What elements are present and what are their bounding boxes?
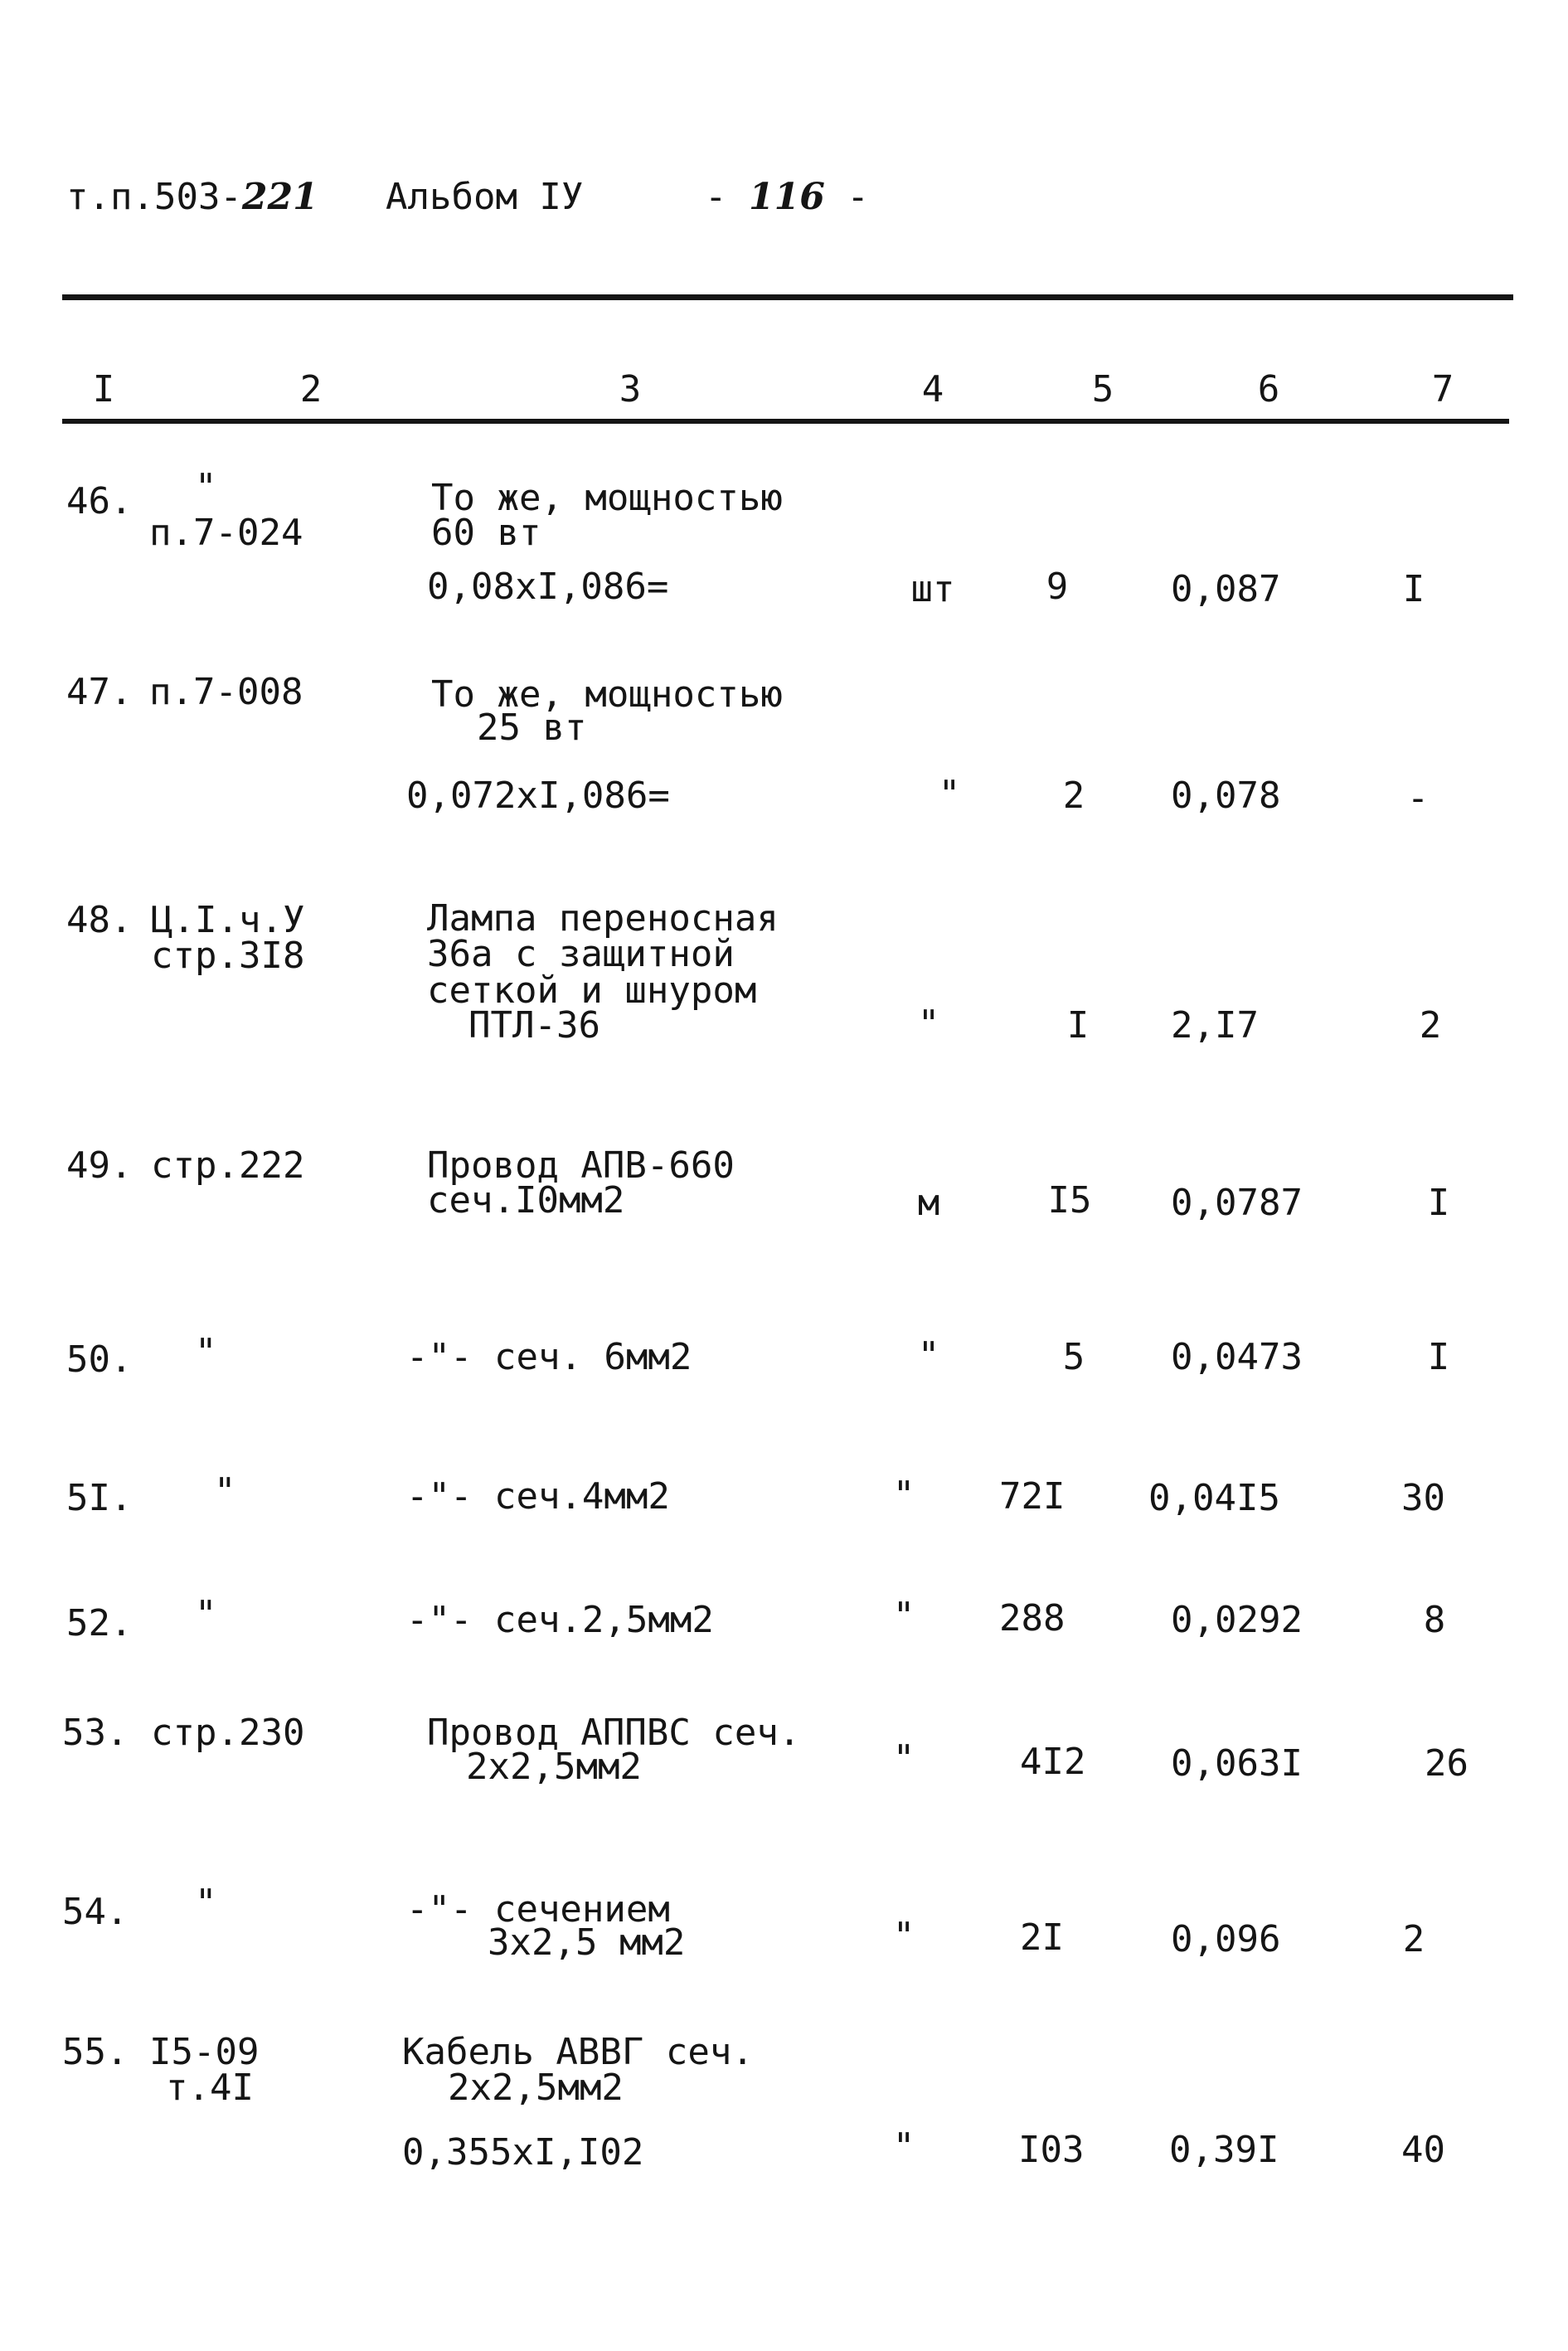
row-52-num: 52. [66,1602,133,1644]
row-47-desc-2: 25 вт [477,707,587,749]
row-49-value: 0,0787 [1171,1182,1303,1224]
row-49-desc-2: сеч.I0мм2 [427,1179,625,1222]
col-header-5: 5 [1091,368,1114,410]
page-number: - 116 - [705,176,869,218]
row-50-col7: I [1427,1336,1450,1378]
row-55-formula: 0,355хI,I02 [402,2131,644,2174]
row-49-unit: м [917,1182,940,1224]
row-55-desc-2: 2х2,5мм2 [448,2067,624,2109]
row-52-col7: 8 [1423,1599,1446,1641]
header-rule [62,419,1509,424]
code-prefix: т.п.503- [66,176,242,218]
row-50-qty: 5 [1062,1336,1085,1378]
row-52-value: 0,0292 [1171,1599,1303,1641]
row-46-ref: п.7-024 [149,512,303,554]
row-55-value: 0,39I [1169,2129,1279,2171]
row-52-desc: -"- сеч.2,5мм2 [406,1599,714,1641]
row-51-ref: " [214,1470,236,1513]
row-49-ref: стр.222 [151,1144,305,1187]
row-48-ref-1: Ц.I.ч.У [151,899,305,941]
row-54-value: 0,096 [1171,1918,1281,1960]
col-header-2: 2 [299,368,323,410]
row-53-col7: 26 [1425,1742,1468,1785]
row-55-unit: " [892,2125,915,2168]
row-53-desc-1: Провод АППВС сеч. [427,1712,801,1754]
row-53-num: 53. [62,1712,129,1754]
row-49-desc-1: Провод АПВ-660 [427,1144,735,1187]
col-header-6: 6 [1257,368,1280,410]
col-header-7: 7 [1431,368,1454,410]
row-46-unit: шт [910,568,955,610]
row-54-desc-1: -"- сечением [406,1888,670,1931]
row-51-num: 5I. [66,1477,133,1519]
row-50-desc: -"- сеч. 6мм2 [406,1336,692,1378]
album-label: Альбом IУ [386,176,584,218]
row-50-value: 0,0473 [1171,1336,1303,1378]
page-number-handwritten: 116 [749,176,825,218]
row-49-col7: I [1427,1182,1450,1224]
top-rule [62,294,1513,300]
row-47-num: 47. [66,671,133,713]
row-48-desc-3: сеткой и шнуром [427,969,757,1012]
row-46-num: 46. [66,480,133,522]
row-52-qty: 288 [999,1597,1066,1639]
row-48-col7: 2 [1419,1004,1442,1047]
row-53-value: 0,063I [1171,1742,1303,1785]
row-55-ref-2: т.4I [166,2067,254,2109]
row-47-formula: 0,072хI,086= [406,775,670,817]
row-47-value: 0,078 [1171,775,1281,817]
row-48-desc-2: 36а с защитной [427,933,735,975]
row-51-qty: 72I [999,1475,1066,1518]
col-header-1: I [92,368,115,410]
row-51-desc: -"- сеч.4мм2 [406,1475,670,1518]
row-54-ref: " [195,1882,217,1924]
row-51-value: 0,04I5 [1148,1477,1280,1519]
row-51-unit: " [892,1474,915,1516]
row-46-value: 0,087 [1171,568,1281,610]
row-47-col7: - [1406,777,1430,819]
row-50-unit: " [917,1334,940,1377]
row-53-ref: стр.230 [151,1712,305,1754]
row-46-ref-ditto: " [195,466,217,508]
row-46-desc-2: 60 вт [431,512,541,554]
row-48-qty: I [1066,1004,1090,1047]
row-53-desc-2: 2х2,5мм2 [466,1746,642,1788]
row-55-desc-1: Кабель АВВГ сеч. [402,2031,754,2073]
row-52-ref: " [195,1593,217,1635]
row-47-unit: " [938,773,961,815]
header-code [66,178,318,216]
col-header-3: 3 [619,368,642,410]
row-54-col7: 2 [1402,1918,1425,1960]
code-handwritten: 221 [241,176,318,218]
row-55-qty: I03 [1018,2129,1085,2171]
row-49-num: 49. [66,1144,133,1187]
row-48-desc-1: Лампа переносная [427,897,779,940]
row-51-col7: 30 [1401,1477,1445,1519]
row-48-value: 2,I7 [1171,1004,1259,1047]
row-46-formula: 0,08хI,086= [427,566,669,608]
row-48-desc-4: ПТЛ-36 [468,1004,600,1047]
row-50-ref: " [195,1331,217,1373]
row-52-unit: " [892,1595,915,1637]
row-46-col7: I [1402,568,1425,610]
row-54-num: 54. [62,1891,129,1933]
row-54-desc-2: 3х2,5 мм2 [488,1921,686,1964]
row-48-ref-2: стр.3I8 [151,935,305,977]
row-46-desc-1: То же, мощностью [431,477,783,519]
row-54-unit: " [892,1915,915,1957]
row-47-desc-1: То же, мощностью [431,673,783,716]
row-48-num: 48. [66,899,133,941]
row-47-ref: п.7-008 [149,671,303,713]
row-47-qty: 2 [1062,775,1085,817]
row-55-col7: 40 [1401,2129,1445,2171]
row-46-qty: 9 [1046,566,1069,608]
row-55-num: 55. [62,2031,129,2073]
row-48-unit: " [917,1003,940,1045]
row-50-num: 50. [66,1338,133,1381]
col-header-4: 4 [921,368,944,410]
row-49-qty: I5 [1047,1179,1092,1222]
row-54-qty: 2I [1020,1916,1064,1959]
row-53-unit: " [892,1737,915,1780]
row-55-ref-1: I5-09 [149,2031,260,2073]
row-53-qty: 4I2 [1020,1741,1086,1783]
